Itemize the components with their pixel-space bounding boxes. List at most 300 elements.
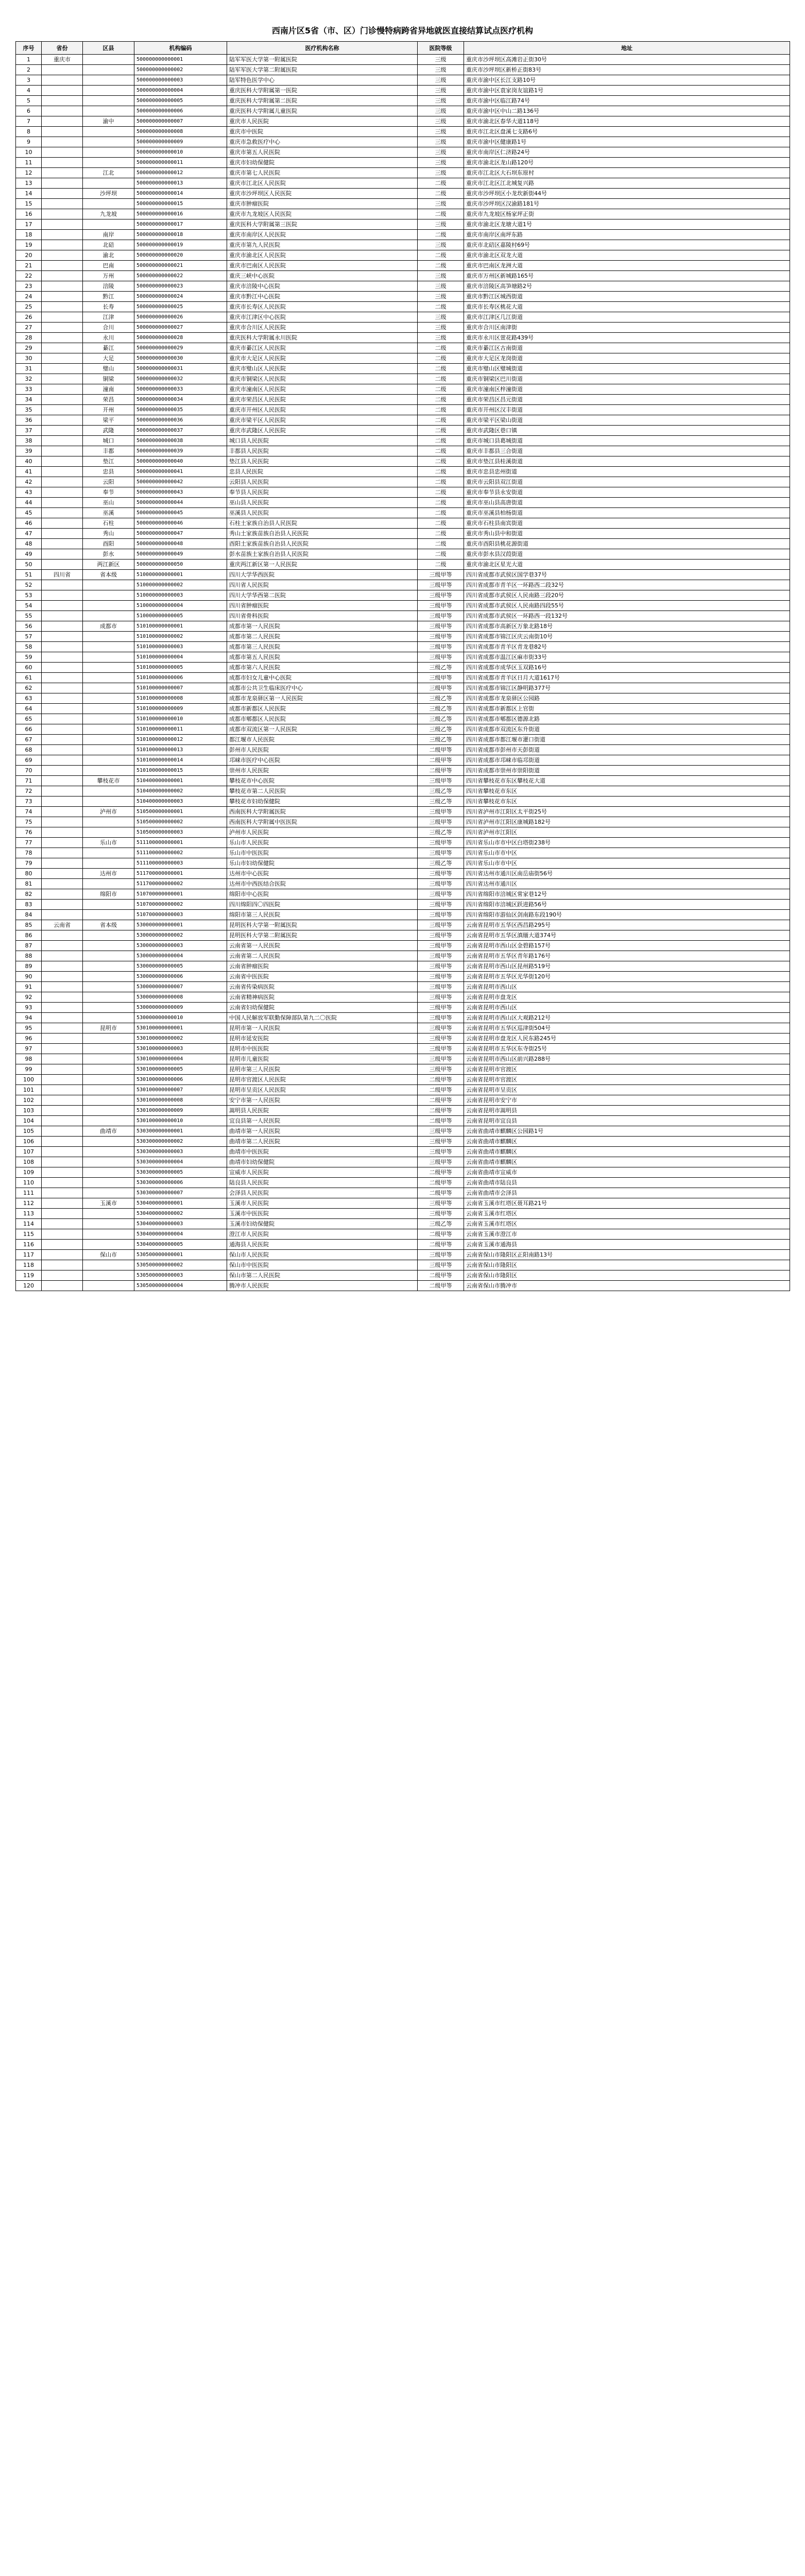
row-institution-name: 攀枝花市第二人民医院 xyxy=(227,786,418,796)
row-address: 云南省曲靖市陆良县 xyxy=(464,1178,790,1188)
row-address: 四川省成都市锦江区静明路377号 xyxy=(464,683,790,693)
row-seq: 116 xyxy=(16,1240,42,1250)
row-grade: 三级甲等 xyxy=(418,1137,464,1147)
table-row xyxy=(16,1064,790,1075)
row-grade: 三级 xyxy=(418,281,464,292)
row-address: 四川省乐山市市中区 xyxy=(464,858,790,869)
row-address: 四川省达州市通川区南岳庙街56号 xyxy=(464,869,790,879)
row-code: 530100000000007 xyxy=(134,1085,227,1095)
row-district xyxy=(83,86,134,96)
row-code: 530000000000004 xyxy=(134,951,227,961)
row-grade: 三级甲等 xyxy=(418,1147,464,1157)
row-grade: 二级 xyxy=(418,189,464,199)
row-district xyxy=(83,1260,134,1270)
row-institution-name: 丰都县人民医院 xyxy=(227,446,418,456)
row-district xyxy=(83,96,134,106)
row-institution-name: 重庆市合川区人民医院 xyxy=(227,323,418,333)
row-institution-name: 嵩明县人民医院 xyxy=(227,1106,418,1116)
row-district xyxy=(83,199,134,209)
row-code: 500000000000005 xyxy=(134,96,227,106)
row-province xyxy=(42,838,83,848)
row-province xyxy=(42,817,83,827)
table-row xyxy=(16,755,790,766)
table-row xyxy=(16,900,790,910)
row-grade: 三级甲等 xyxy=(418,1209,464,1219)
row-district xyxy=(83,827,134,838)
row-code: 510000000000003 xyxy=(134,590,227,601)
row-code: 530100000000009 xyxy=(134,1106,227,1116)
row-district: 昆明市 xyxy=(83,1023,134,1033)
row-institution-name: 忠县人民医院 xyxy=(227,467,418,477)
row-institution-name: 玉溪市人民医院 xyxy=(227,1198,418,1209)
row-grade: 三级甲等 xyxy=(418,1054,464,1064)
row-province xyxy=(42,75,83,86)
row-district: 梁平 xyxy=(83,415,134,426)
table-row xyxy=(16,281,790,292)
row-seq: 72 xyxy=(16,786,42,796)
table-row xyxy=(16,704,790,714)
row-grade: 二级 xyxy=(418,487,464,498)
row-address: 重庆市大足区龙岗街道 xyxy=(464,353,790,364)
row-code: 511100000000001 xyxy=(134,838,227,848)
row-code: 510100000000005 xyxy=(134,663,227,673)
row-grade: 二级 xyxy=(418,405,464,415)
row-seq: 95 xyxy=(16,1023,42,1033)
table-row xyxy=(16,889,790,900)
row-district: 九龙坡 xyxy=(83,209,134,219)
row-seq: 76 xyxy=(16,827,42,838)
row-seq: 86 xyxy=(16,930,42,941)
row-institution-name: 成都市第六人民医院 xyxy=(227,663,418,673)
row-district: 开州 xyxy=(83,405,134,415)
row-province xyxy=(42,1013,83,1023)
row-institution-name: 成都市第一人民医院 xyxy=(227,621,418,632)
row-seq: 66 xyxy=(16,724,42,735)
row-grade: 二级 xyxy=(418,467,464,477)
row-address: 云南省玉溪市通海县 xyxy=(464,1240,790,1250)
row-grade: 三级乙等 xyxy=(418,1219,464,1229)
row-code: 500000000000011 xyxy=(134,158,227,168)
row-code: 500000000000013 xyxy=(134,178,227,189)
row-grade: 三级甲等 xyxy=(418,848,464,858)
row-seq: 89 xyxy=(16,961,42,972)
row-province xyxy=(42,992,83,1003)
table-row xyxy=(16,817,790,827)
row-province xyxy=(42,1126,83,1137)
row-seq: 87 xyxy=(16,941,42,951)
row-code: 500000000000001 xyxy=(134,55,227,65)
row-province xyxy=(42,1281,83,1291)
row-province xyxy=(42,539,83,549)
row-institution-name: 绵阳市中心医院 xyxy=(227,889,418,900)
row-district xyxy=(83,724,134,735)
row-code: 530000000000003 xyxy=(134,941,227,951)
row-code: 500000000000014 xyxy=(134,189,227,199)
row-institution-name: 昆明市儿童医院 xyxy=(227,1054,418,1064)
row-province xyxy=(42,796,83,807)
row-institution-name: 云阳县人民医院 xyxy=(227,477,418,487)
row-code: 530300000000003 xyxy=(134,1147,227,1157)
table-row xyxy=(16,972,790,982)
row-code: 500000000000019 xyxy=(134,240,227,250)
row-code: 500000000000022 xyxy=(134,271,227,281)
row-address: 云南省曲靖市麒麟区 xyxy=(464,1137,790,1147)
row-code: 530100000000003 xyxy=(134,1044,227,1054)
row-address: 重庆市江北区江北城复兴路 xyxy=(464,178,790,189)
table-row xyxy=(16,292,790,302)
row-code: 500000000000041 xyxy=(134,467,227,477)
row-district xyxy=(83,137,134,147)
row-seq: 54 xyxy=(16,601,42,611)
table-row xyxy=(16,405,790,415)
table-row xyxy=(16,487,790,498)
row-seq: 48 xyxy=(16,539,42,549)
row-seq: 94 xyxy=(16,1013,42,1023)
row-grade: 三级甲等 xyxy=(418,642,464,652)
row-institution-name: 玉溪市中医医院 xyxy=(227,1209,418,1219)
row-seq: 34 xyxy=(16,395,42,405)
table-row xyxy=(16,910,790,920)
row-province xyxy=(42,333,83,343)
row-institution-name: 重庆市中医院 xyxy=(227,127,418,137)
row-province xyxy=(42,199,83,209)
table-row xyxy=(16,96,790,106)
row-institution-name: 巫溪县人民医院 xyxy=(227,508,418,518)
row-seq: 56 xyxy=(16,621,42,632)
row-code: 500000000000002 xyxy=(134,65,227,75)
row-province xyxy=(42,529,83,539)
row-province xyxy=(42,168,83,178)
row-grade: 三级乙等 xyxy=(418,858,464,869)
row-grade: 三级 xyxy=(418,75,464,86)
row-address: 重庆市渝中区长江支路10号 xyxy=(464,75,790,86)
row-code: 500000000000003 xyxy=(134,75,227,86)
row-code: 500000000000007 xyxy=(134,116,227,127)
row-code: 500000000000036 xyxy=(134,415,227,426)
row-seq: 29 xyxy=(16,343,42,353)
row-district xyxy=(83,611,134,621)
row-province xyxy=(42,961,83,972)
row-address: 重庆市长寿区桃花大道 xyxy=(464,302,790,312)
row-district xyxy=(83,1229,134,1240)
table-row xyxy=(16,1270,790,1281)
row-grade: 三级甲等 xyxy=(418,1250,464,1260)
row-district: 保山市 xyxy=(83,1250,134,1260)
row-code: 510700000000002 xyxy=(134,900,227,910)
row-district xyxy=(83,961,134,972)
row-seq: 41 xyxy=(16,467,42,477)
column-header-province: 省份 xyxy=(42,42,83,55)
row-address: 重庆市潼南区梓潼街道 xyxy=(464,384,790,395)
row-address: 四川省成都市温江区麻市街33号 xyxy=(464,652,790,663)
row-province xyxy=(42,858,83,869)
row-address: 四川省乐山市市中区 xyxy=(464,848,790,858)
row-grade: 三级乙等 xyxy=(418,735,464,745)
row-code: 500000000000010 xyxy=(134,147,227,158)
row-district xyxy=(83,1167,134,1178)
row-institution-name: 成都市龙泉驿区第一人民医院 xyxy=(227,693,418,704)
row-grade: 二级甲等 xyxy=(418,1281,464,1291)
row-province xyxy=(42,405,83,415)
row-institution-name: 昆明市中医医院 xyxy=(227,1044,418,1054)
row-address: 四川省成都市武侯区一环路西一段132号 xyxy=(464,611,790,621)
row-province xyxy=(42,1270,83,1281)
table-row xyxy=(16,776,790,786)
row-district: 玉溪市 xyxy=(83,1198,134,1209)
row-code: 510400000000002 xyxy=(134,786,227,796)
row-province xyxy=(42,1178,83,1188)
row-address: 重庆市铜梁区巴川街道 xyxy=(464,374,790,384)
row-address: 云南省曲靖市麒麟区 xyxy=(464,1157,790,1167)
row-address: 重庆市城口县葛城街道 xyxy=(464,436,790,446)
row-district xyxy=(83,673,134,683)
row-district: 江津 xyxy=(83,312,134,323)
table-row xyxy=(16,642,790,652)
row-district xyxy=(83,858,134,869)
row-district xyxy=(83,1281,134,1291)
table-row xyxy=(16,580,790,590)
row-grade: 三级乙等 xyxy=(418,724,464,735)
row-district: 万州 xyxy=(83,271,134,281)
row-district xyxy=(83,941,134,951)
row-address: 四川省攀枝花市东区 xyxy=(464,786,790,796)
row-seq: 57 xyxy=(16,632,42,642)
row-grade: 三级甲等 xyxy=(418,570,464,580)
row-code: 500000000000016 xyxy=(134,209,227,219)
row-code: 511700000000001 xyxy=(134,869,227,879)
row-address: 云南省昆明市五华区巡津街504号 xyxy=(464,1023,790,1033)
table-row xyxy=(16,1116,790,1126)
row-grade: 三级甲等 xyxy=(418,1003,464,1013)
row-institution-name: 重庆市璧山区人民医院 xyxy=(227,364,418,374)
row-seq: 59 xyxy=(16,652,42,663)
row-seq: 10 xyxy=(16,147,42,158)
row-address: 重庆市荣昌区昌元街道 xyxy=(464,395,790,405)
row-address: 云南省昆明市西山区 xyxy=(464,1003,790,1013)
row-seq: 64 xyxy=(16,704,42,714)
row-code: 510100000000007 xyxy=(134,683,227,693)
row-code: 530300000000007 xyxy=(134,1188,227,1198)
row-province xyxy=(42,415,83,426)
row-seq: 15 xyxy=(16,199,42,209)
row-code: 500000000000039 xyxy=(134,446,227,456)
row-address: 重庆市秀山县中和街道 xyxy=(464,529,790,539)
row-seq: 110 xyxy=(16,1178,42,1188)
row-grade: 三级 xyxy=(418,168,464,178)
row-province xyxy=(42,745,83,755)
row-code: 530500000000001 xyxy=(134,1250,227,1260)
row-grade: 二级 xyxy=(418,343,464,353)
row-grade: 二级 xyxy=(418,395,464,405)
row-seq: 42 xyxy=(16,477,42,487)
row-seq: 12 xyxy=(16,168,42,178)
row-seq: 14 xyxy=(16,189,42,199)
row-province xyxy=(42,1075,83,1085)
row-institution-name: 重庆市妇幼保健院 xyxy=(227,158,418,168)
row-seq: 82 xyxy=(16,889,42,900)
table-row xyxy=(16,1260,790,1270)
row-district xyxy=(83,632,134,642)
row-seq: 19 xyxy=(16,240,42,250)
row-code: 511700000000002 xyxy=(134,879,227,889)
row-district xyxy=(83,652,134,663)
row-code: 500000000000028 xyxy=(134,333,227,343)
row-code: 500000000000018 xyxy=(134,230,227,240)
table-row xyxy=(16,807,790,817)
row-address: 云南省昆明市宜良县 xyxy=(464,1116,790,1126)
row-address: 重庆市奉节县永安街道 xyxy=(464,487,790,498)
row-address: 四川省成都市成华区玉双路16号 xyxy=(464,663,790,673)
row-address: 四川省成都市武侯区人民南路三段20号 xyxy=(464,590,790,601)
row-grade: 三级甲等 xyxy=(418,1044,464,1054)
table-row xyxy=(16,848,790,858)
row-grade: 三级甲等 xyxy=(418,673,464,683)
table-row xyxy=(16,374,790,384)
row-province xyxy=(42,323,83,333)
row-institution-name: 泸州市人民医院 xyxy=(227,827,418,838)
row-grade: 三级 xyxy=(418,127,464,137)
row-province xyxy=(42,178,83,189)
row-institution-name: 重庆市武隆区人民医院 xyxy=(227,426,418,436)
table-row xyxy=(16,312,790,323)
row-address: 云南省曲靖市麒麟区 xyxy=(464,1147,790,1157)
row-grade: 二级 xyxy=(418,178,464,189)
row-district: 攀枝花市 xyxy=(83,776,134,786)
row-institution-name: 彭水苗族土家族自治县人民医院 xyxy=(227,549,418,560)
row-province xyxy=(42,652,83,663)
table-row xyxy=(16,941,790,951)
row-district xyxy=(83,1033,134,1044)
row-address: 四川省达州市通川区 xyxy=(464,879,790,889)
row-province xyxy=(42,353,83,364)
row-seq: 103 xyxy=(16,1106,42,1116)
row-grade: 三级甲等 xyxy=(418,972,464,982)
row-code: 510100000000015 xyxy=(134,766,227,776)
row-address: 云南省昆明市五华区东寺街25号 xyxy=(464,1044,790,1054)
row-province xyxy=(42,116,83,127)
row-institution-name: 绵阳市第三人民医院 xyxy=(227,910,418,920)
row-grade: 三级甲等 xyxy=(418,590,464,601)
row-address: 重庆市沙坪坝区高滩岩正街30号 xyxy=(464,55,790,65)
row-seq: 22 xyxy=(16,271,42,281)
row-code: 500000000000050 xyxy=(134,560,227,570)
row-district xyxy=(83,147,134,158)
row-seq: 20 xyxy=(16,250,42,261)
row-institution-name: 重庆市第七人民医院 xyxy=(227,168,418,178)
row-district xyxy=(83,683,134,693)
row-seq: 119 xyxy=(16,1270,42,1281)
row-address: 四川省成都市青羊区日月大道1617号 xyxy=(464,673,790,683)
row-institution-name: 奉节县人民医院 xyxy=(227,487,418,498)
row-address: 云南省曲靖市宣威市 xyxy=(464,1167,790,1178)
row-district: 江北 xyxy=(83,168,134,178)
column-header-institution-name: 医疗机构名称 xyxy=(227,42,418,55)
row-code: 530000000000008 xyxy=(134,992,227,1003)
row-grade: 三级 xyxy=(418,147,464,158)
column-header-grade: 医院等级 xyxy=(418,42,464,55)
row-institution-name: 重庆市第九人民医院 xyxy=(227,240,418,250)
table-row xyxy=(16,570,790,580)
row-institution-name: 昆明市呈贡区人民医院 xyxy=(227,1085,418,1095)
row-grade: 二级甲等 xyxy=(418,1095,464,1106)
row-province xyxy=(42,951,83,961)
row-seq: 62 xyxy=(16,683,42,693)
row-address: 重庆市綦江区古南街道 xyxy=(464,343,790,353)
row-district xyxy=(83,1116,134,1126)
row-institution-name: 邛崃市医疗中心医院 xyxy=(227,755,418,766)
row-province xyxy=(42,436,83,446)
row-address: 四川省成都市郫都区德源北路 xyxy=(464,714,790,724)
row-institution-name: 重庆市潼南区人民医院 xyxy=(227,384,418,395)
row-address: 重庆市沙坪坝区小龙坎新街44号 xyxy=(464,189,790,199)
table-row xyxy=(16,415,790,426)
row-address: 云南省昆明市安宁市 xyxy=(464,1095,790,1106)
row-district: 曲靖市 xyxy=(83,1126,134,1137)
row-code: 530000000000005 xyxy=(134,961,227,972)
table-row xyxy=(16,477,790,487)
row-institution-name: 酉阳土家族苗族自治县人民医院 xyxy=(227,539,418,549)
row-grade: 三级乙等 xyxy=(418,796,464,807)
row-grade: 三级甲等 xyxy=(418,951,464,961)
row-district: 乐山市 xyxy=(83,838,134,848)
row-seq: 5 xyxy=(16,96,42,106)
row-institution-name: 保山市第二人民医院 xyxy=(227,1270,418,1281)
row-grade: 三级甲等 xyxy=(418,621,464,632)
row-institution-name: 崇州市人民医院 xyxy=(227,766,418,776)
row-province xyxy=(42,1219,83,1229)
row-address: 重庆市渝北区龙山路120号 xyxy=(464,158,790,168)
row-seq: 111 xyxy=(16,1188,42,1198)
row-institution-name: 成都市郫都区人民医院 xyxy=(227,714,418,724)
row-district: 云阳 xyxy=(83,477,134,487)
row-grade: 三级乙等 xyxy=(418,827,464,838)
row-address: 重庆市江北区大石坝东原村 xyxy=(464,168,790,178)
row-province xyxy=(42,65,83,75)
row-address: 云南省昆明市呈贡区 xyxy=(464,1085,790,1095)
row-institution-name: 玉溪市妇幼保健院 xyxy=(227,1219,418,1229)
row-seq: 77 xyxy=(16,838,42,848)
row-institution-name: 澄江市人民医院 xyxy=(227,1229,418,1240)
row-seq: 13 xyxy=(16,178,42,189)
row-address: 云南省曲靖市麒麟区公园路1号 xyxy=(464,1126,790,1137)
table-row xyxy=(16,1044,790,1054)
row-institution-name: 重庆市九龙坡区人民医院 xyxy=(227,209,418,219)
row-seq: 7 xyxy=(16,116,42,127)
row-grade: 三级 xyxy=(418,106,464,116)
row-province xyxy=(42,1229,83,1240)
row-seq: 60 xyxy=(16,663,42,673)
row-institution-name: 云南省中医医院 xyxy=(227,972,418,982)
row-institution-name: 云南省精神病医院 xyxy=(227,992,418,1003)
row-seq: 53 xyxy=(16,590,42,601)
row-district xyxy=(83,601,134,611)
table-row xyxy=(16,735,790,745)
row-code: 510100000000014 xyxy=(134,755,227,766)
row-institution-name: 成都市第二人民医院 xyxy=(227,632,418,642)
row-province xyxy=(42,982,83,992)
row-seq: 38 xyxy=(16,436,42,446)
table-row xyxy=(16,1085,790,1095)
table-row xyxy=(16,189,790,199)
row-grade: 三级甲等 xyxy=(418,817,464,827)
row-address: 重庆市南岸区南坪东路 xyxy=(464,230,790,240)
table-row xyxy=(16,384,790,395)
row-district xyxy=(83,951,134,961)
row-address: 云南省昆明市嵩明县 xyxy=(464,1106,790,1116)
row-province xyxy=(42,663,83,673)
row-district xyxy=(83,1075,134,1085)
row-district: 合川 xyxy=(83,323,134,333)
